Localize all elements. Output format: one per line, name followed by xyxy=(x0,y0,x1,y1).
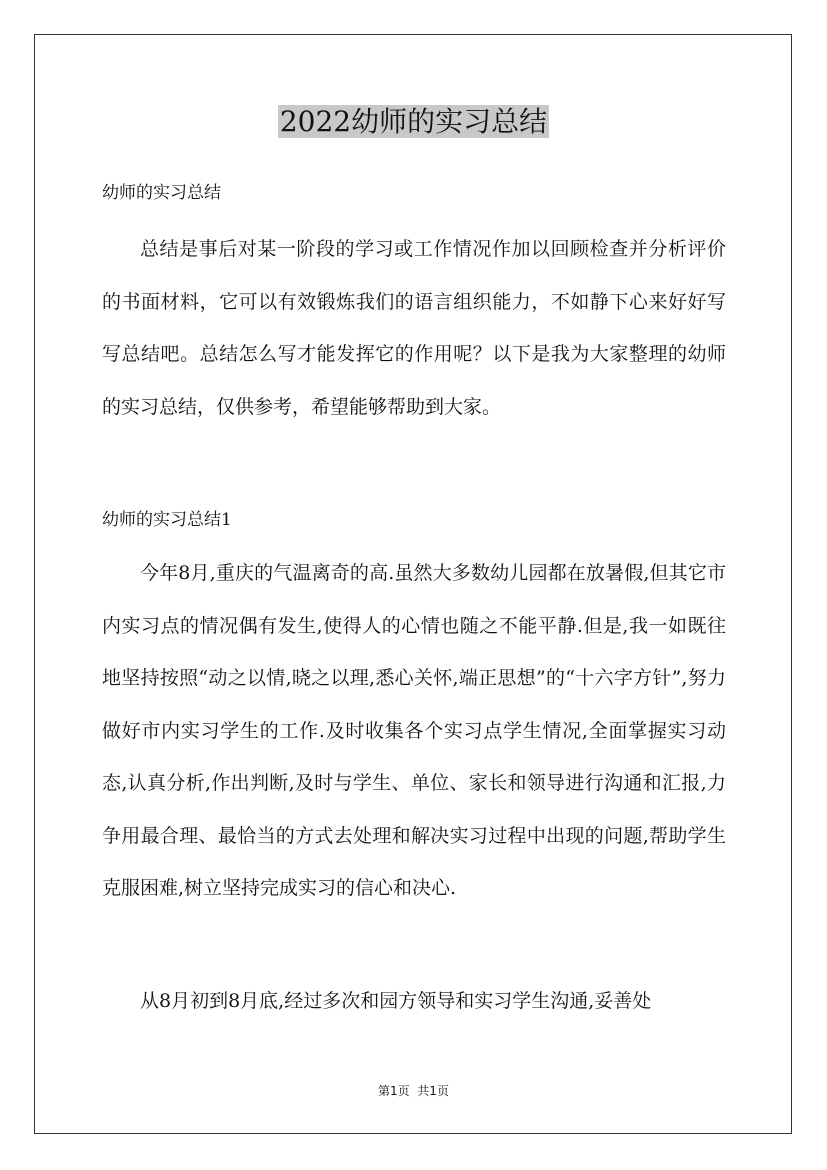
part1-paragraph-2: 从8月初到8月底,经过多次和园方领导和实习学生沟通,妥善处 xyxy=(140,990,652,1012)
intro-paragraph: 总结是事后对某一阶段的学习或工作情况作加以回顾检查并分析评价的书面材料，它可以有效锻炼我们的语言组织能力，不如静下心来好好写写总结吧。总结怎么写才能发挥它的作用呢？以下是我为大家整理的幼师的实习总结，仅供参考，希望能够帮助到大家。 xyxy=(102,238,726,418)
document-title-text: 2022幼师的实习总结 xyxy=(279,105,548,138)
page-footer: 第1页 共1页 xyxy=(378,1084,449,1098)
document-title xyxy=(0,102,827,142)
section-heading: 幼师的实习总结 xyxy=(102,183,221,203)
part1-heading: 幼师的实习总结1 xyxy=(102,510,232,530)
part1-paragraph-1: 今年8月,重庆的气温离奇的高.虽然大多数幼儿园都在放暑假,但其它市内实习点的情况偶有发生,使得人的心情也随之不能平静.但是,我一如既往地坚持按照“动之以情,晓之以理,悉心关怀,端正思想”的“十六字方针”,努力做好市内实习学生的工作.及时收集各个实习点学生情况,全面掌握实习动态,认真分析,作出判断,及时与学生、单位、家长和领导进行沟通和汇报,力争用最合理、最恰当的方式去处理和解决实习过程中出现的问题,帮助学生克服困难,树立坚持完成实习的信心和决心. xyxy=(102,562,726,899)
